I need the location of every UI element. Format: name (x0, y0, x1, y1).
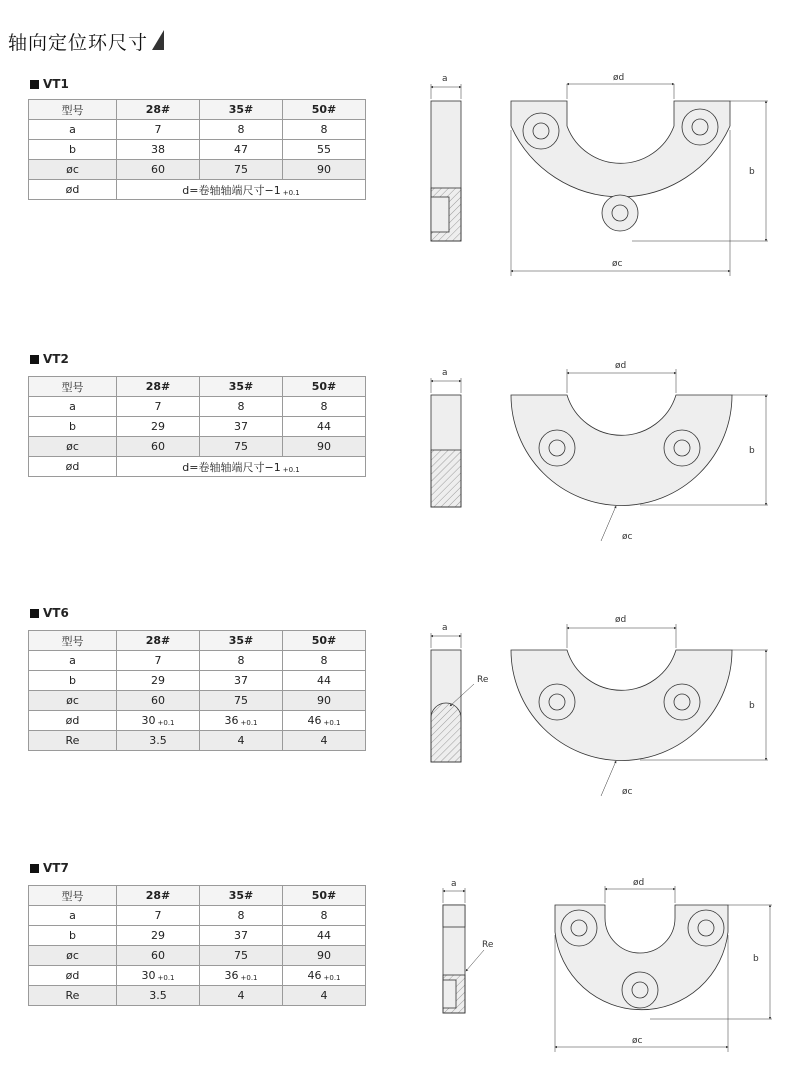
dim-label-c: øc (622, 532, 633, 542)
tolerance: +0.1 (323, 974, 341, 982)
header-cell: 型号 (29, 100, 117, 120)
section-label-text: VT1 (43, 77, 69, 91)
cell: 55 (283, 140, 366, 160)
header-cell: 28# (117, 100, 200, 120)
cell: 37 (200, 926, 283, 946)
cell: 75 (200, 946, 283, 966)
cell: 8 (200, 397, 283, 417)
dim-label-c: øc (622, 787, 633, 797)
cell: 8 (200, 651, 283, 671)
cell: 4 (200, 986, 283, 1006)
header-cell: 50# (283, 886, 366, 906)
vt6-front-view (511, 615, 768, 797)
dim-label-d: ød (615, 361, 627, 371)
header-cell: 50# (283, 377, 366, 397)
tolerance: +0.1 (282, 188, 300, 197)
tolerance: +0.1 (240, 974, 258, 982)
dim-label-a: a (442, 74, 448, 84)
header-cell: 35# (200, 631, 283, 651)
cell: 8 (200, 906, 283, 926)
row-label: a (29, 906, 117, 926)
cell: 90 (283, 437, 366, 457)
cell: 8 (200, 120, 283, 140)
cell: 75 (200, 437, 283, 457)
header-cell: 型号 (29, 886, 117, 906)
d-note: d=卷轴轴端尺寸−1 (182, 183, 281, 197)
cell: 4 (283, 986, 366, 1006)
header-cell: 28# (117, 377, 200, 397)
dim-label-b: b (749, 167, 755, 177)
cell: 4 (283, 731, 366, 751)
dim-label-a: a (442, 368, 448, 378)
dim-label-c: øc (612, 259, 623, 269)
d-value: 46 (307, 714, 322, 727)
header-cell: 型号 (29, 631, 117, 651)
d-note: d=卷轴轴端尺寸−1 (182, 460, 281, 474)
d-value: 30 (141, 969, 156, 982)
dim-label-d: ød (615, 615, 627, 625)
cell: 8 (283, 397, 366, 417)
header-cell: 35# (200, 377, 283, 397)
cell: 37 (200, 671, 283, 691)
cell: 44 (283, 926, 366, 946)
cell: 29 (117, 926, 200, 946)
dim-label-re: Re (477, 675, 489, 685)
dim-label-d: ød (613, 73, 625, 83)
row-label: a (29, 120, 117, 140)
header-cell: 50# (283, 100, 366, 120)
cell: 90 (283, 160, 366, 180)
dim-label-b: b (753, 954, 759, 964)
cell: 44 (283, 671, 366, 691)
cell: 44 (283, 417, 366, 437)
cell: 60 (117, 437, 200, 457)
tolerance: +0.1 (157, 974, 175, 982)
cell: 90 (283, 946, 366, 966)
d-value: 36 (224, 714, 239, 727)
cell: 29 (117, 417, 200, 437)
row-label: Re (29, 986, 117, 1006)
cell: 37 (200, 417, 283, 437)
d-value: 36 (224, 969, 239, 982)
row-label: b (29, 417, 117, 437)
header-cell: 28# (117, 631, 200, 651)
row-label: ød (29, 711, 117, 731)
row-label: øc (29, 691, 117, 711)
row-label: b (29, 926, 117, 946)
vt2-side-view (431, 368, 461, 507)
header-cell: 型号 (29, 377, 117, 397)
vt2-front-view (511, 361, 768, 542)
section-label-text: VT6 (43, 606, 69, 620)
cell: 75 (200, 160, 283, 180)
row-label: ød (29, 457, 117, 477)
section-label-text: VT2 (43, 352, 69, 366)
dim-label-b: b (749, 701, 755, 711)
cell: 8 (283, 906, 366, 926)
section-label-text: VT7 (43, 861, 69, 875)
row-label: ød (29, 180, 117, 200)
row-label: øc (29, 437, 117, 457)
cell: 60 (117, 691, 200, 711)
cell: 60 (117, 160, 200, 180)
cell: 3.5 (117, 986, 200, 1006)
cell: 7 (117, 397, 200, 417)
row-label: a (29, 397, 117, 417)
row-label: b (29, 671, 117, 691)
row-label: øc (29, 160, 117, 180)
row-label: Re (29, 731, 117, 751)
header-cell: 50# (283, 631, 366, 651)
cell: 90 (283, 691, 366, 711)
header-cell: 35# (200, 886, 283, 906)
cell: 75 (200, 691, 283, 711)
d-value: 46 (307, 969, 322, 982)
tolerance: +0.1 (157, 719, 175, 727)
cell: 7 (117, 906, 200, 926)
cell: 3.5 (117, 731, 200, 751)
cell: 29 (117, 671, 200, 691)
vt1-front-view (511, 73, 768, 276)
vt7-side-view (443, 879, 494, 1013)
row-label: b (29, 140, 117, 160)
header-cell: 35# (200, 100, 283, 120)
cell: 8 (283, 120, 366, 140)
tolerance: +0.1 (323, 719, 341, 727)
row-label: ød (29, 966, 117, 986)
cell: 47 (200, 140, 283, 160)
tolerance: +0.1 (240, 719, 258, 727)
dim-label-d: ød (633, 878, 645, 888)
cell: 4 (200, 731, 283, 751)
d-value: 30 (141, 714, 156, 727)
row-label: øc (29, 946, 117, 966)
vt1-side-view (431, 74, 461, 241)
cell: 38 (117, 140, 200, 160)
dim-label-a: a (451, 879, 457, 889)
cell: 8 (283, 651, 366, 671)
dim-label-c: øc (632, 1036, 643, 1046)
row-label: a (29, 651, 117, 671)
vt7-front-view (555, 878, 772, 1052)
dim-label-b: b (749, 446, 755, 456)
page-title-text: 轴向定位环尺寸 (8, 32, 149, 54)
vt6-side-view (431, 623, 489, 762)
header-cell: 28# (117, 886, 200, 906)
dim-label-a: a (442, 623, 448, 633)
dim-label-re: Re (482, 940, 494, 950)
cell: 7 (117, 651, 200, 671)
cell: 60 (117, 946, 200, 966)
cell: 7 (117, 120, 200, 140)
tolerance: +0.1 (282, 465, 300, 474)
